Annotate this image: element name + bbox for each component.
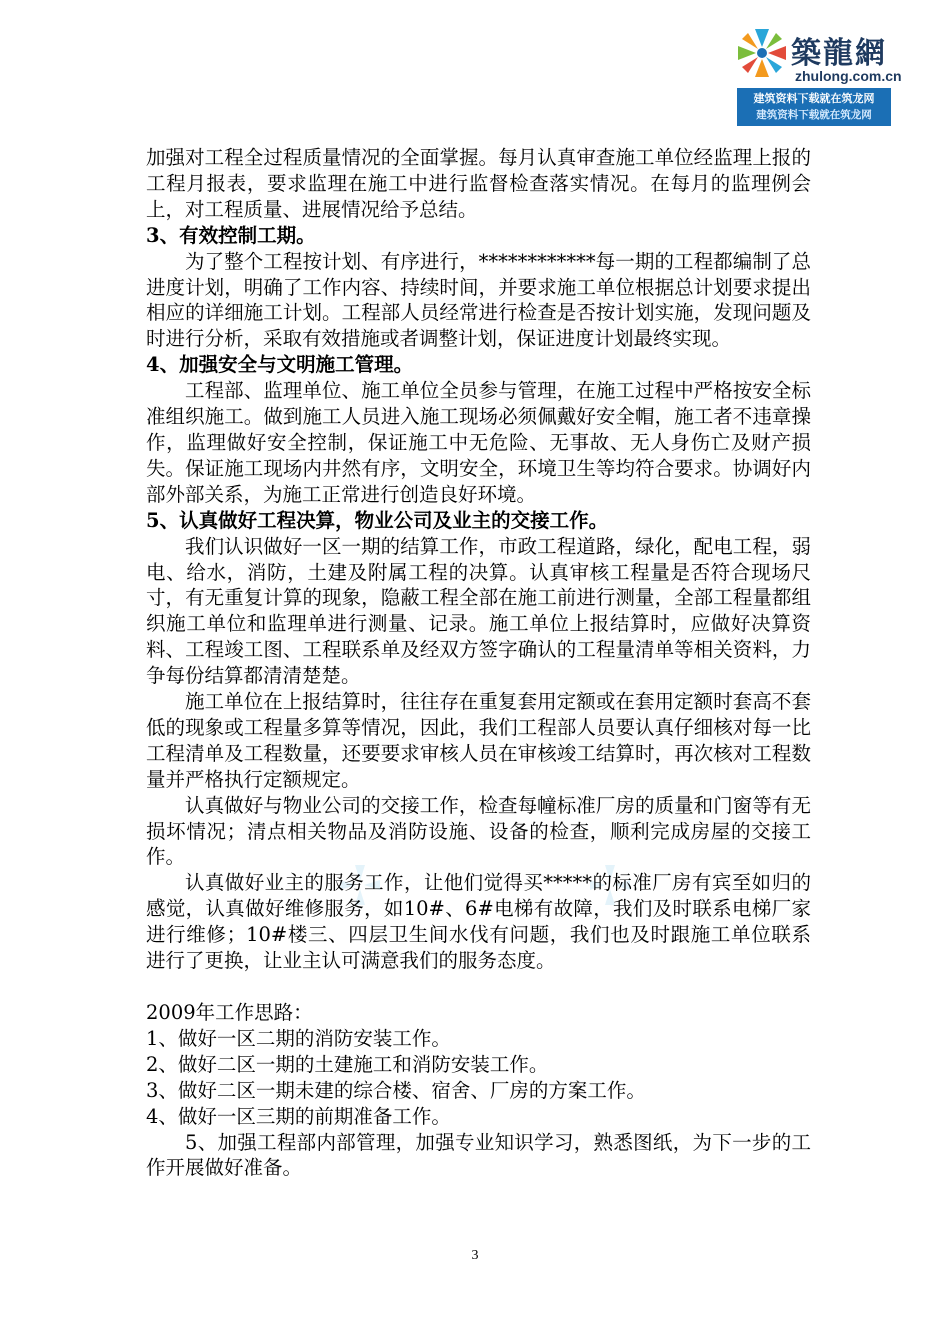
heading-safety-management: 4、加强安全与文明施工管理。 [146, 353, 414, 377]
paragraph-settlement-review: 施工单位在上报结算时，往往存在重复套用定额或在套用定额时套高不套低的现象或工程量多算等情况，因此，我们工程部人员要认真仔细核对每一比工程清单及工程数量，还要要求审核人员在审核竣工结算时，再次核对工程数量并严格执行定额规定。 [146, 690, 811, 791]
plan-item: 5、加强工程部内部管理，加强专业知识学习，熟悉图纸，为下一步的工作开展做好准备。 [146, 1130, 811, 1180]
plan-title: 2009年工作思路： [146, 1001, 313, 1024]
logo-title: 築龍網 [791, 36, 887, 71]
plan-item: 3、做好二区一期未建的综合楼、宿舍、厂房的方案工作。 [146, 1078, 646, 1102]
spacer [146, 974, 811, 1000]
logo-banner [737, 88, 891, 126]
page-number: 3 [471, 1248, 479, 1263]
logo-banner-line2: 建筑资料下载就在筑龙网 [756, 109, 872, 121]
paragraph-safety-management: 工程部、监理单位、施工单位全员参与管理，在施工过程中严格按安全标准组织施工。做到施工人员进入施工现场必须佩戴好安全帽，施工者不违章操作，监理做好安全控制，保证施工中无危险、无事故、无人身伤亡及财产损失。保证施工现场内井然有序，文明安全，环境卫生等均符合要求。协调好内部外部关系，为施工正常进行创造良好环境。 [146, 379, 811, 506]
plan-item: 1、做好一区二期的消防安装工作。 [146, 1026, 451, 1050]
zhulong-logo [733, 18, 902, 130]
logo-domain: zhulong.com.cn [795, 68, 902, 84]
plan-item: 4、做好一区三期的前期准备工作。 [146, 1104, 451, 1128]
document-body [146, 145, 811, 1181]
logo-banner-line1: 建筑资料下载就在筑龙网 [753, 92, 875, 105]
paragraph-quality-control: 加强对工程全过程质量情况的全面掌握。每月认真审查施工单位经监理上报的工程月报表，要求监理在施工中进行监督检查落实情况。在每月的监理例会上，对工程质量、进展情况给予总结。 [146, 146, 811, 221]
plan-item: 2、做好二区一期的土建施工和消防安装工作。 [146, 1052, 549, 1076]
paragraph-settlement: 我们认识做好一区一期的结算工作，市政工程道路，绿化，配电工程，弱电、给水，消防，土建及附属工程的决算。认真审核工程量是否符合现场尺寸，有无重复计算的现象，隐蔽工程全部在施工前进行测量，全部工程量都组织施工单位和监理单进行测量、记录。施工单位上报结算时，应做好决算资料、工程竣工图、工程联系单及经双方签字确认的工程量清单等相关资料，力争每份结算都清清楚楚。 [146, 534, 811, 688]
paragraph-schedule-control: 为了整个工程按计划、有序进行，************每一期的工程都编制了总进度计划，明确了工作内容、持续时间，并要求施工单位根据总计划要求提出相应的详细施工计划。工程部人员经常进行检查是否按计划实施，发现问题及时进行分析，采取有效措施或者调整计划，保证进度计划最终实现。 [146, 249, 811, 351]
heading-schedule-control: 3、有效控制工期。 [146, 223, 316, 247]
paragraph-owner-service: 认真做好业主的服务工作，让他们觉得买*****的标准厂房有宾至如归的感觉，认真做好维修服务，如10#、6#电梯有故障，我们及时联系电梯厂家进行维修；10#楼三、四层卫生间水伐有问题，我们也及时跟施工单位联系进行了更换，让业主认可满意我们的服务态度。 [146, 871, 811, 973]
zhulong-snowflake-icon [733, 22, 791, 84]
paragraph-property-handover: 认真做好与物业公司的交接工作，检查每幢标准厂房的质量和门窗等有无损坏情况；清点相关物品及消防设施、设备的检查，顺利完成房屋的交接工作。 [146, 793, 811, 869]
heading-settlement-handover: 5、认真做好工程决算，物业公司及业主的交接工作。 [146, 508, 609, 532]
